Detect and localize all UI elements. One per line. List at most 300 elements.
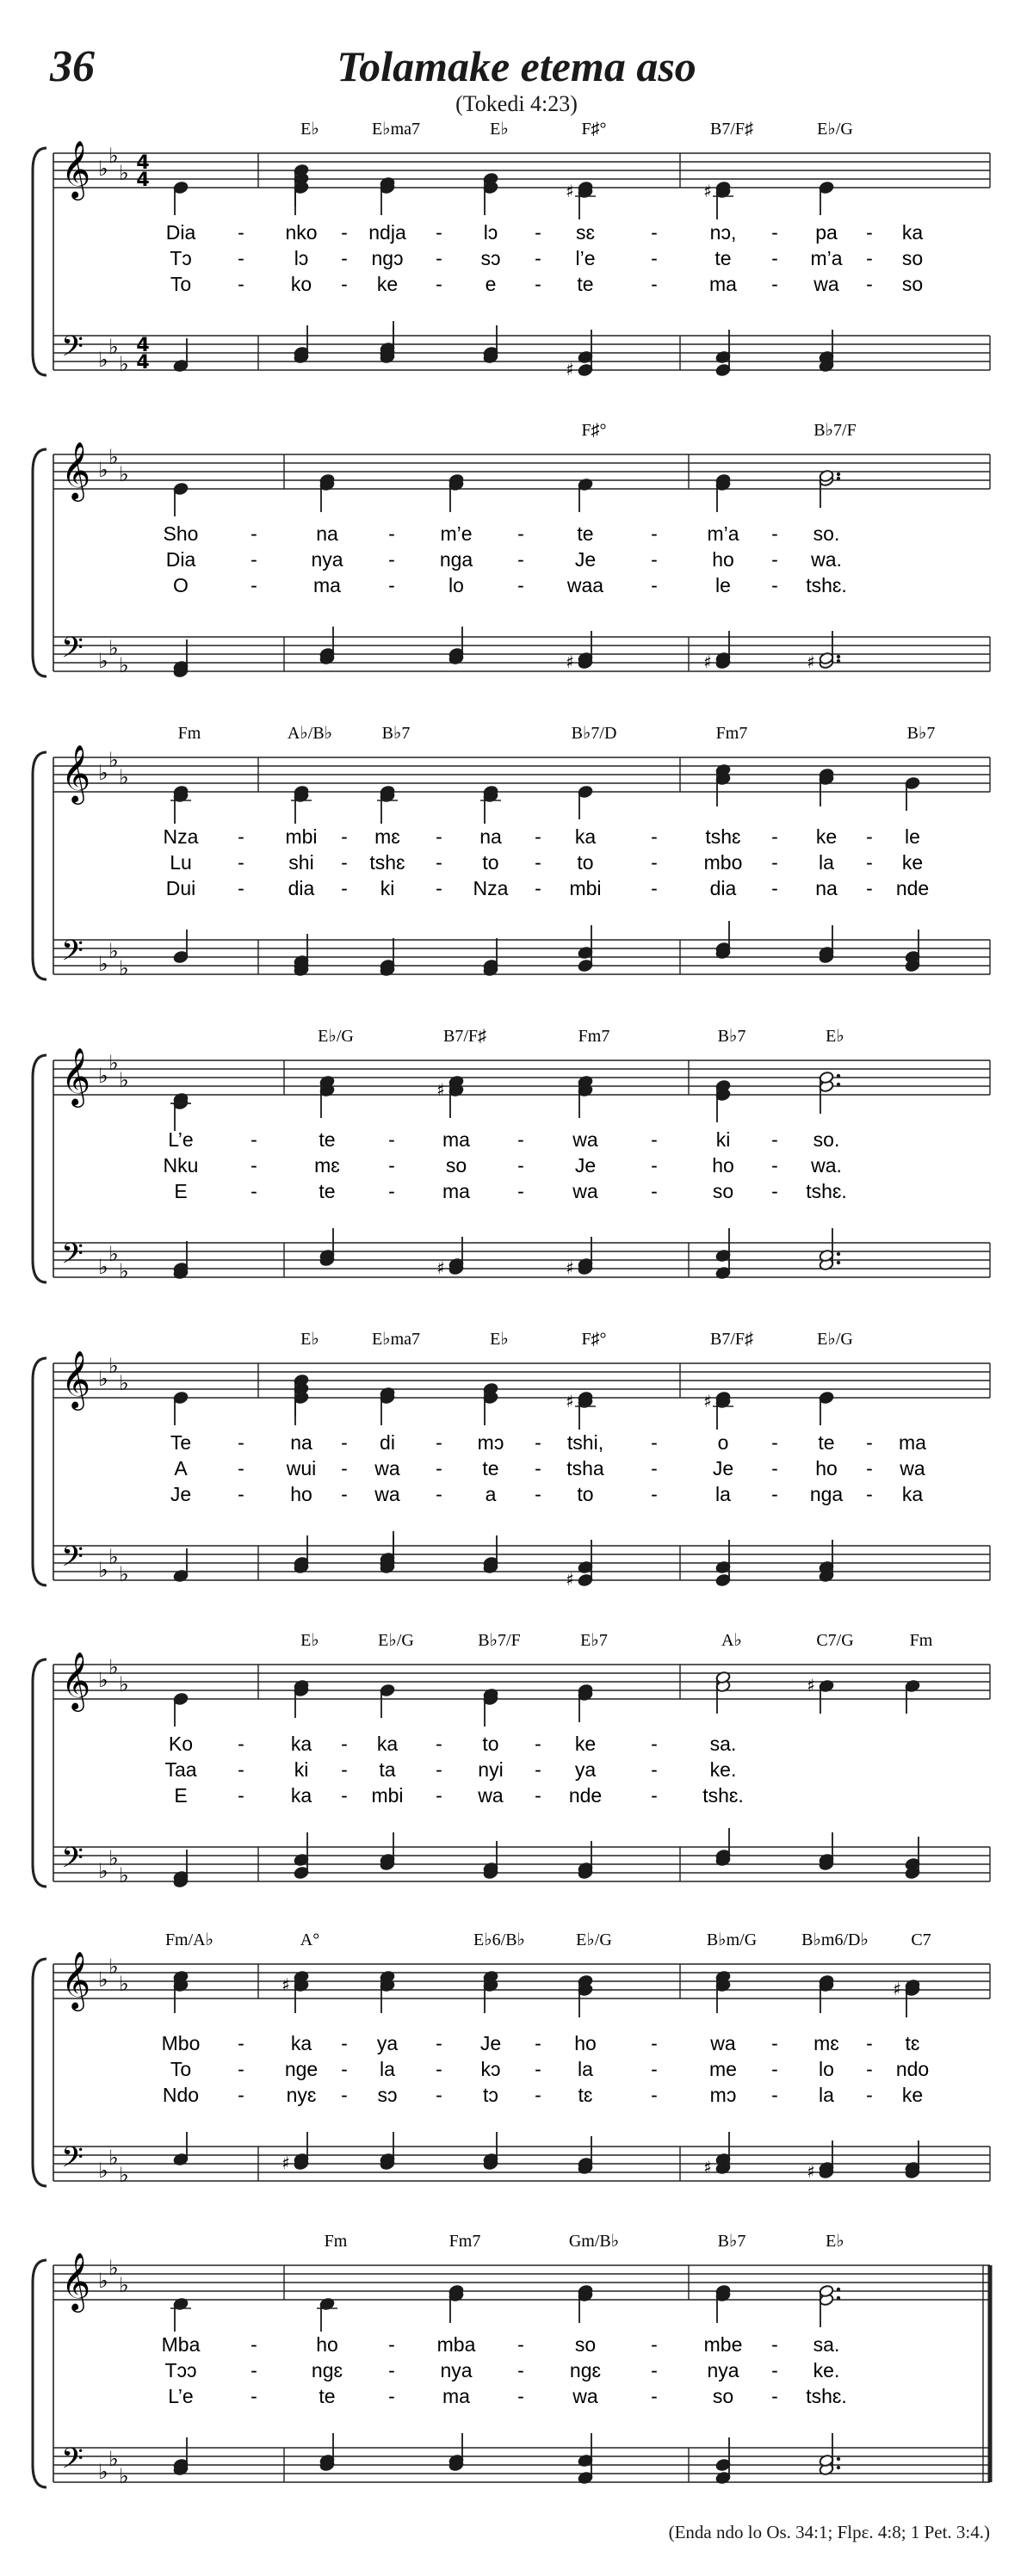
lyric-syllable: so	[574, 2333, 597, 2356]
lyric-hyphen: -	[771, 2058, 778, 2080]
accidental: ♯	[436, 1079, 445, 1100]
lyric-syllable: ta	[379, 1758, 396, 1781]
lyric-syllable: lo	[448, 574, 464, 596]
lyric-syllable: la	[380, 2058, 395, 2080]
lyric-hyphen: -	[535, 851, 541, 874]
system-bracket	[33, 1659, 46, 1887]
lyric-hyphen: -	[238, 2032, 244, 2054]
lyric-hyphen: -	[436, 2032, 442, 2054]
lyric-syllable: o	[717, 1431, 729, 1454]
lyric-hyphen: -	[436, 273, 442, 295]
lyric-hyphen: -	[771, 1457, 778, 1480]
key-flat: ♭	[119, 1972, 129, 1996]
lyric-hyphen: -	[535, 1431, 541, 1454]
lyric-syllable: ma	[899, 1431, 926, 1454]
chord-symbol: B♭7	[717, 1027, 746, 1046]
lyric-hyphen: -	[341, 2084, 348, 2106]
lyric-syllable: ya	[376, 2032, 399, 2054]
treble-clef: 𝄞	[60, 1350, 91, 1408]
lyric-syllable: ki	[380, 877, 395, 899]
accidental: ♯	[807, 1675, 815, 1696]
key-flat: ♭	[98, 952, 108, 976]
lyric-syllable: E	[174, 1180, 188, 1202]
lyric-syllable: a	[485, 1483, 497, 1505]
lyric-syllable: so	[712, 2385, 734, 2407]
lyric-hyphen: -	[866, 221, 873, 244]
lyric-syllable: m’e	[440, 522, 473, 545]
lyric-hyphen: -	[771, 2084, 778, 2106]
chord-symbol: Fm7	[715, 724, 748, 743]
chord-symbol: E♭	[490, 1330, 509, 1349]
lyric-syllable: Dia	[165, 548, 196, 571]
lyric-syllable: ka	[290, 2032, 312, 2054]
lyric-syllable: ya	[574, 1758, 597, 1781]
key-flat: ♭	[108, 1955, 119, 1979]
chord-symbol: E♭/G	[817, 120, 853, 139]
key-flat: ♭	[108, 1354, 119, 1378]
chord-symbol: E♭	[490, 120, 509, 139]
lyric-syllable: te	[319, 1128, 336, 1151]
lyric-syllable: nyɛ	[286, 2084, 317, 2106]
key-flat: ♭	[119, 2464, 129, 2488]
lyric-syllable: ma	[442, 1128, 470, 1151]
lyric-syllable: wa.	[811, 1154, 842, 1177]
lyric-hyphen: -	[771, 851, 778, 874]
key-flat: ♭	[108, 1242, 119, 1266]
accidental: ♯	[566, 1257, 574, 1278]
key-flat: ♭	[119, 2273, 129, 2297]
scripture-reference: (Tokedi 4:23)	[455, 91, 578, 116]
lyric-syllable: l’e	[575, 247, 596, 269]
lyric-syllable: wui	[286, 1457, 317, 1480]
lyric-syllable: ma	[313, 574, 341, 596]
chord-symbol: E♭/G	[318, 1027, 354, 1046]
lyric-syllable: Ndo	[162, 2084, 200, 2106]
lyric-syllable: Je	[712, 1457, 734, 1480]
lyric-syllable: nde	[568, 1784, 603, 1807]
lyric-hyphen: -	[535, 1784, 541, 1807]
time-signature: 4	[136, 152, 150, 174]
lyric-hyphen: -	[771, 247, 778, 269]
lyric-syllable: sa.	[813, 2333, 840, 2356]
lyric-syllable: ke.	[709, 1758, 737, 1781]
lyric-hyphen: -	[771, 522, 778, 545]
lyric-syllable: to	[577, 1483, 594, 1505]
lyric-hyphen: -	[436, 1483, 442, 1505]
lyric-syllable: Je	[574, 548, 597, 571]
system-bracket	[33, 1959, 46, 2186]
lyric-syllable: To	[170, 2058, 192, 2080]
key-flat: ♭	[108, 1545, 119, 1569]
lyric-hyphen: -	[341, 1758, 348, 1781]
lyric-syllable: Sho	[163, 522, 199, 545]
accidental: ♯	[703, 1391, 712, 1412]
lyric-hyphen: -	[651, 522, 658, 545]
lyric-syllable: ma	[442, 1180, 470, 1202]
lyric-hyphen: -	[388, 1180, 395, 1202]
accidental: ♯	[893, 1979, 901, 1999]
lyric-hyphen: -	[388, 1128, 395, 1151]
lyric-hyphen: -	[238, 1431, 244, 1454]
dot	[837, 1252, 840, 1256]
lyric-syllable: ho	[712, 548, 734, 571]
treble-clef: 𝄞	[60, 1047, 91, 1105]
lyric-syllable: O	[173, 574, 189, 596]
lyric-hyphen: -	[517, 2333, 524, 2356]
lyric-syllable: nya	[440, 2359, 473, 2381]
lyric-syllable: ki	[294, 1758, 309, 1781]
lyric-hyphen: -	[341, 2058, 348, 2080]
key-flat: ♭	[98, 1367, 108, 1391]
lyric-hyphen: -	[771, 548, 778, 571]
lyric-syllable: waa	[566, 574, 604, 596]
lyric-hyphen: -	[238, 247, 244, 269]
key-flat: ♭	[98, 1968, 108, 1992]
dot	[837, 655, 840, 658]
lyric-syllable: A	[174, 1457, 188, 1480]
lyric-syllable: mbo	[703, 851, 743, 874]
lyric-hyphen: -	[651, 1784, 658, 1807]
lyric-hyphen: -	[238, 851, 244, 874]
lyric-syllable: mɛ	[314, 1154, 340, 1177]
lyric-hyphen: -	[651, 273, 658, 295]
lyric-hyphen: -	[517, 2385, 524, 2407]
lyric-hyphen: -	[866, 1431, 873, 1454]
lyric-hyphen: -	[651, 1758, 658, 1781]
key-flat: ♭	[119, 2163, 129, 2187]
lyric-hyphen: -	[651, 1128, 658, 1151]
lyric-syllable: sɔ	[480, 247, 501, 269]
chord-symbol: E♭/G	[817, 1330, 853, 1349]
lyric-hyphen: -	[436, 877, 442, 899]
lyric-syllable: nge	[284, 2058, 319, 2080]
accidental: ♯	[566, 1391, 574, 1412]
lyric-syllable: tshɛ	[705, 825, 741, 848]
hymn-number: 36	[50, 42, 95, 91]
lyric-syllable: sɛ	[575, 221, 596, 244]
lyric-hyphen: -	[866, 273, 873, 295]
lyric-hyphen: -	[866, 851, 873, 874]
lyric-syllable: Taa	[164, 1758, 197, 1781]
lyric-hyphen: -	[436, 221, 442, 244]
key-flat: ♭	[98, 1064, 108, 1088]
lyric-hyphen: -	[866, 877, 873, 899]
lyric-hyphen: -	[771, 273, 778, 295]
accidental: ♯	[807, 652, 815, 672]
lyric-hyphen: -	[535, 247, 541, 269]
time-signature: 4	[136, 170, 150, 191]
lyric-syllable: la	[715, 1483, 731, 1505]
lyric-syllable: te	[577, 273, 594, 295]
accidental: ♯	[566, 359, 574, 380]
lyric-syllable: wa	[374, 1483, 400, 1505]
chord-symbol: E♭/G	[576, 1930, 612, 1949]
lyric-hyphen: -	[771, 1483, 778, 1505]
lyric-hyphen: -	[866, 1457, 873, 1480]
lyric-syllable: ke	[901, 2084, 924, 2106]
lyric-hyphen: -	[436, 1758, 442, 1781]
lyric-hyphen: -	[251, 1180, 257, 1202]
lyric-syllable: tɛ	[905, 2032, 920, 2054]
chord-symbol: B7/F♯	[442, 1027, 487, 1046]
lyric-hyphen: -	[436, 1457, 442, 1480]
lyric-syllable: so	[445, 1154, 467, 1177]
lyric-syllable: mbi	[285, 825, 318, 848]
key-flat: ♭	[98, 649, 108, 673]
lyric-syllable: ngɛ	[569, 2359, 602, 2381]
lyric-syllable: te	[577, 522, 594, 545]
lyric-hyphen: -	[771, 1128, 778, 1151]
lyric-hyphen: -	[238, 1483, 244, 1505]
lyric-hyphen: -	[535, 2032, 541, 2054]
treble-clef: 𝄞	[60, 441, 91, 499]
lyric-syllable: To	[170, 273, 192, 295]
lyric-syllable: Tɔɔ	[164, 2359, 197, 2381]
lyric-syllable: Je	[574, 1154, 597, 1177]
lyric-hyphen: -	[341, 273, 348, 295]
key-flat: ♭	[108, 939, 119, 963]
lyric-hyphen: -	[436, 2084, 442, 2106]
lyric-hyphen: -	[535, 877, 541, 899]
key-flat: ♭	[108, 144, 119, 168]
lyric-hyphen: -	[341, 851, 348, 874]
chord-symbol: A♭	[721, 1631, 742, 1650]
lyric-syllable: lɔ	[483, 221, 498, 244]
key-flat: ♭	[98, 458, 108, 482]
lyric-syllable: na	[316, 522, 338, 545]
lyric-hyphen: -	[651, 2333, 658, 2356]
lyric-hyphen: -	[517, 2359, 524, 2381]
lyric-hyphen: -	[436, 851, 442, 874]
lyric-syllable: mbi	[371, 1784, 404, 1807]
chord-symbol: A°	[300, 1930, 320, 1949]
lyric-hyphen: -	[238, 825, 244, 848]
accidental: ♯	[436, 1257, 445, 1278]
chord-symbol: E♭ma7	[371, 120, 421, 139]
lyric-syllable: di	[380, 1431, 395, 1454]
lyric-hyphen: -	[651, 2058, 658, 2080]
lyric-syllable: m’a	[707, 522, 739, 545]
lyric-hyphen: -	[771, 221, 778, 244]
lyric-syllable: L’e	[168, 1128, 194, 1151]
lyric-hyphen: -	[651, 1154, 658, 1177]
lyric-hyphen: -	[238, 2058, 244, 2080]
chord-symbol: B♭7	[381, 724, 411, 743]
dot	[837, 2457, 840, 2461]
lyric-syllable: la	[819, 2084, 834, 2106]
lyric-hyphen: -	[388, 1154, 395, 1177]
lyric-syllable: to	[482, 851, 499, 874]
lyric-syllable: ki	[715, 1128, 731, 1151]
bass-clef: 𝄢	[61, 1842, 84, 1881]
lyric-hyphen: -	[866, 247, 873, 269]
bass-clef: 𝄢	[61, 1238, 84, 1277]
treble-clef: 𝄞	[60, 139, 91, 198]
key-flat: ♭	[108, 335, 119, 359]
lyric-syllable: ngɛ	[311, 2359, 343, 2381]
lyric-syllable: wa	[572, 1128, 598, 1151]
chord-symbol: B7/F♯	[709, 120, 754, 139]
lyric-syllable: mba	[436, 2333, 476, 2356]
chord-symbol: E♭	[826, 1027, 844, 1046]
lyric-hyphen: -	[238, 1758, 244, 1781]
lyric-syllable: Ko	[168, 1733, 194, 1755]
lyric-hyphen: -	[651, 548, 658, 571]
lyric-syllable: Tɔ	[170, 247, 192, 269]
lyric-syllable: dia	[709, 877, 737, 899]
dot	[837, 659, 840, 663]
chord-symbol: B♭7/F	[478, 1631, 521, 1650]
key-flat: ♭	[119, 1259, 129, 1283]
hymn-title: Tolamake etema aso	[337, 42, 696, 90]
lyric-hyphen: -	[771, 877, 778, 899]
lyric-hyphen: -	[436, 2058, 442, 2080]
lyric-syllable: dia	[288, 877, 315, 899]
lyric-syllable: m’a	[810, 247, 843, 269]
accidental: ♯	[566, 652, 574, 672]
chord-symbol: Fm	[324, 2232, 348, 2251]
lyric-syllable: na	[290, 1431, 312, 1454]
lyric-syllable: L’e	[168, 2385, 194, 2407]
lyric-hyphen: -	[866, 2032, 873, 2054]
bass-clef: 𝄢	[61, 935, 84, 974]
lyric-hyphen: -	[341, 1483, 348, 1505]
lyric-syllable: wa.	[811, 548, 842, 571]
dot	[837, 1083, 840, 1086]
lyric-syllable: Je	[170, 1483, 192, 1505]
accidental: ♯	[281, 2153, 290, 2173]
lyric-hyphen: -	[535, 1457, 541, 1480]
lyric-syllable: ma	[709, 273, 737, 295]
lyric-syllable: so	[901, 247, 924, 269]
chord-symbol: E♭	[300, 1330, 319, 1349]
key-flat: ♭	[108, 748, 119, 772]
accidental: ♯	[703, 181, 712, 201]
lyric-syllable: ka	[901, 1483, 924, 1505]
time-signature: 4	[136, 335, 150, 356]
lyric-syllable: mbi	[569, 877, 602, 899]
accidental: ♯	[566, 1569, 574, 1590]
key-flat: ♭	[108, 1846, 119, 1870]
key-flat: ♭	[108, 1655, 119, 1679]
chord-symbol: Gm/B♭	[568, 2232, 620, 2251]
lyric-syllable: mɔ	[709, 2084, 737, 2106]
chord-symbol: F♯°	[581, 421, 607, 440]
lyric-syllable: ho	[815, 1457, 838, 1480]
lyric-syllable: ndja	[368, 221, 406, 244]
key-flat: ♭	[119, 765, 129, 789]
lyric-syllable: ke.	[813, 2359, 840, 2381]
lyric-syllable: so	[712, 1180, 734, 1202]
lyric-syllable: wa	[900, 1457, 925, 1480]
lyric-syllable: ngɔ	[371, 247, 404, 269]
bass-clef: 𝄢	[61, 1541, 84, 1580]
key-flat: ♭	[119, 161, 129, 185]
lyric-syllable: tshi,	[566, 1431, 604, 1454]
lyric-syllable: tɔ	[483, 2084, 498, 2106]
lyric-syllable: pa	[815, 221, 838, 244]
lyric-syllable: ke	[376, 273, 399, 295]
lyric-hyphen: -	[238, 273, 244, 295]
treble-clef: 𝄞	[60, 2252, 91, 2310]
lyric-hyphen: -	[535, 1733, 541, 1755]
key-flat: ♭	[108, 636, 119, 660]
lyric-hyphen: -	[341, 1431, 348, 1454]
accidental: ♯	[807, 2161, 815, 2182]
lyric-syllable: me	[709, 2058, 737, 2080]
key-flat: ♭	[108, 2146, 119, 2170]
lyric-hyphen: -	[517, 522, 524, 545]
lyric-syllable: tshɛ.	[702, 1784, 744, 1807]
lyric-hyphen: -	[341, 221, 348, 244]
chord-symbol: E♭6/B♭	[473, 1930, 525, 1949]
dot	[837, 1261, 840, 1264]
dot	[837, 477, 840, 480]
lyric-hyphen: -	[651, 2032, 658, 2054]
lyric-syllable: te	[818, 1431, 835, 1454]
chord-symbol: E♭/G	[378, 1631, 414, 1650]
chord-symbol: Fm	[909, 1631, 933, 1650]
lyric-hyphen: -	[771, 1431, 778, 1454]
lyric-hyphen: -	[388, 2333, 395, 2356]
lyric-hyphen: -	[771, 1180, 778, 1202]
key-flat: ♭	[98, 1255, 108, 1279]
lyric-hyphen: -	[436, 825, 442, 848]
key-flat: ♭	[98, 2269, 108, 2293]
lyric-hyphen: -	[341, 877, 348, 899]
lyric-syllable: le	[905, 825, 920, 848]
system-bracket	[33, 1055, 46, 1282]
system-bracket	[33, 1358, 46, 1585]
lyric-hyphen: -	[251, 1154, 257, 1177]
lyric-hyphen: -	[535, 273, 541, 295]
chord-symbol: B♭7/D	[571, 724, 617, 743]
lyric-syllable: nɔ,	[709, 221, 737, 244]
lyric-hyphen: -	[535, 2058, 541, 2080]
system-bracket	[33, 148, 46, 375]
lyric-hyphen: -	[866, 1483, 873, 1505]
lyric-hyphen: -	[651, 1483, 658, 1505]
lyric-hyphen: -	[651, 221, 658, 244]
lyric-syllable: ka	[376, 1733, 399, 1755]
system-bracket	[33, 752, 46, 979]
key-flat: ♭	[98, 157, 108, 181]
lyric-syllable: Mba	[161, 2333, 201, 2356]
bass-clef: 𝄢	[61, 632, 84, 671]
lyric-syllable: tshɛ.	[806, 574, 847, 596]
chord-symbol: F♯°	[581, 120, 607, 139]
chord-symbol: B♭7/F	[813, 421, 857, 440]
lyric-hyphen: -	[771, 2385, 778, 2407]
system-bracket	[33, 2260, 46, 2487]
lyric-syllable: ko	[290, 273, 312, 295]
key-flat: ♭	[119, 1371, 129, 1395]
lyric-syllable: mɔ	[477, 1431, 504, 1454]
lyric-syllable: wa	[813, 273, 839, 295]
lyric-hyphen: -	[436, 1733, 442, 1755]
lyric-hyphen: -	[238, 1733, 244, 1755]
lyric-hyphen: -	[651, 825, 658, 848]
bass-clef: 𝄢	[61, 2443, 84, 2482]
lyric-hyphen: -	[251, 2333, 257, 2356]
lyric-hyphen: -	[436, 1431, 442, 1454]
lyric-hyphen: -	[251, 574, 257, 596]
key-flat: ♭	[98, 1668, 108, 1692]
accidental: ♯	[703, 2157, 712, 2178]
chord-symbol: Fm/A♭	[164, 1930, 214, 1949]
lyric-syllable: ho	[316, 2333, 338, 2356]
footer-references: (Enda ndo lo Os. 34:1; Flpɛ. 4:8; 1 Pet. 3:4.)	[668, 2522, 990, 2542]
